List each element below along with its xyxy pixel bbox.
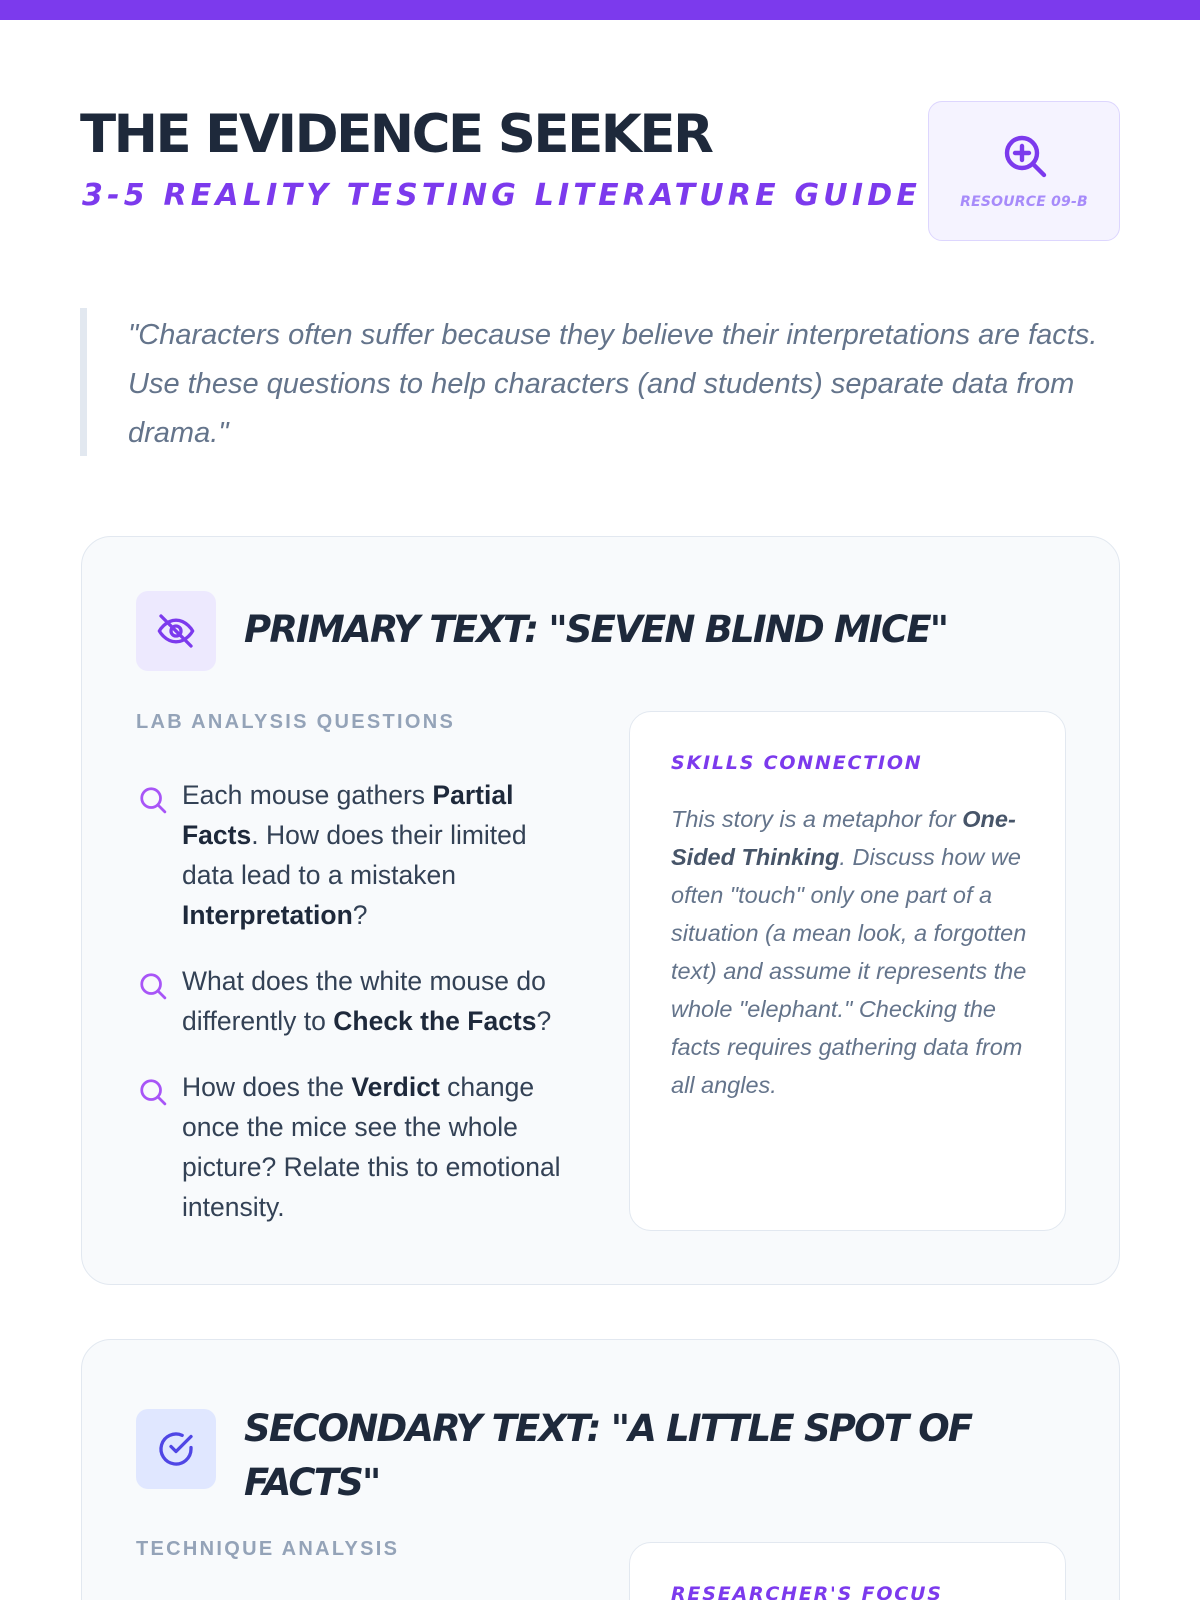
- zoom-in-icon: [1001, 132, 1049, 180]
- panel-label: RESEARCHER'S FOCUS: [671, 1583, 943, 1600]
- text-segment: Each mouse gathers: [182, 780, 433, 810]
- text-segment: ?: [536, 1006, 552, 1036]
- question-text: [182, 780, 527, 930]
- panel-label: SKILLS CONNECTION: [671, 752, 923, 774]
- skills-connection-panel: [629, 711, 1066, 1231]
- primary-text-card: [81, 536, 1120, 1285]
- page-title: THE EVIDENCE SEEKER: [80, 104, 712, 165]
- intro-quote: "Characters often suffer because they believe their interpretations are facts. Use these questions to help characters (and students) separate data from drama.": [128, 319, 1098, 449]
- section-title: PRIMARY TEXT: "SEVEN BLIND MICE": [244, 608, 948, 651]
- eye-off-icon: [156, 611, 196, 651]
- question-text: [182, 1072, 561, 1222]
- key-term: Verdict: [351, 1072, 440, 1102]
- text-segment: How does the: [182, 1072, 352, 1102]
- card-icon-box: [136, 1409, 216, 1489]
- question-list: [136, 775, 576, 1253]
- top-accent-bar: [0, 0, 1200, 20]
- quote-border: [80, 308, 87, 456]
- key-term: Partial Facts: [182, 780, 514, 850]
- technique-label: TECHNIQUE ANALYSIS: [136, 1538, 400, 1560]
- text-segment: What does the white mouse do differently to: [182, 966, 546, 1036]
- page-subtitle: 3-5 REALITY TESTING LITERATURE GUIDE: [82, 178, 922, 213]
- resource-badge: [928, 101, 1120, 241]
- questions-label: LAB ANALYSIS QUESTIONS: [136, 711, 456, 733]
- question-item: [136, 775, 576, 935]
- text-segment: . Discuss how we often "touch" only one part of a situation (a mean look, a forgotten text) and assume it represents the whole "elephant." Checking the facts requires gathering data from all angles.: [671, 844, 1027, 1098]
- text-segment: This story is a metaphor for: [671, 806, 963, 832]
- key-term: Check the Facts: [333, 1006, 537, 1036]
- search-icon: [138, 971, 168, 1001]
- resource-label: RESOURCE 09-B: [960, 194, 1088, 210]
- text-segment: . How does their limited data lead to a mistaken: [182, 820, 527, 890]
- researchers-focus-panel: [629, 1542, 1066, 1600]
- search-icon: [138, 785, 168, 815]
- text-segment: ?: [352, 900, 368, 930]
- question-item: [136, 961, 576, 1041]
- section-title: SECONDARY TEXT: "A LITTLE SPOT OF FACTS": [244, 1407, 972, 1504]
- question-item: [136, 1067, 576, 1227]
- question-text: [182, 966, 551, 1036]
- key-term: Interpretation: [182, 900, 353, 930]
- search-icon: [138, 1077, 168, 1107]
- key-term: One-Sided Thinking: [671, 806, 1016, 870]
- panel-text: [671, 800, 1031, 1104]
- text-segment: change once the mice see the whole picture? Relate this to emotional intensity.: [182, 1072, 561, 1222]
- secondary-text-card: [81, 1339, 1120, 1600]
- check-circle-icon: [156, 1429, 196, 1469]
- card-icon-box: [136, 591, 216, 671]
